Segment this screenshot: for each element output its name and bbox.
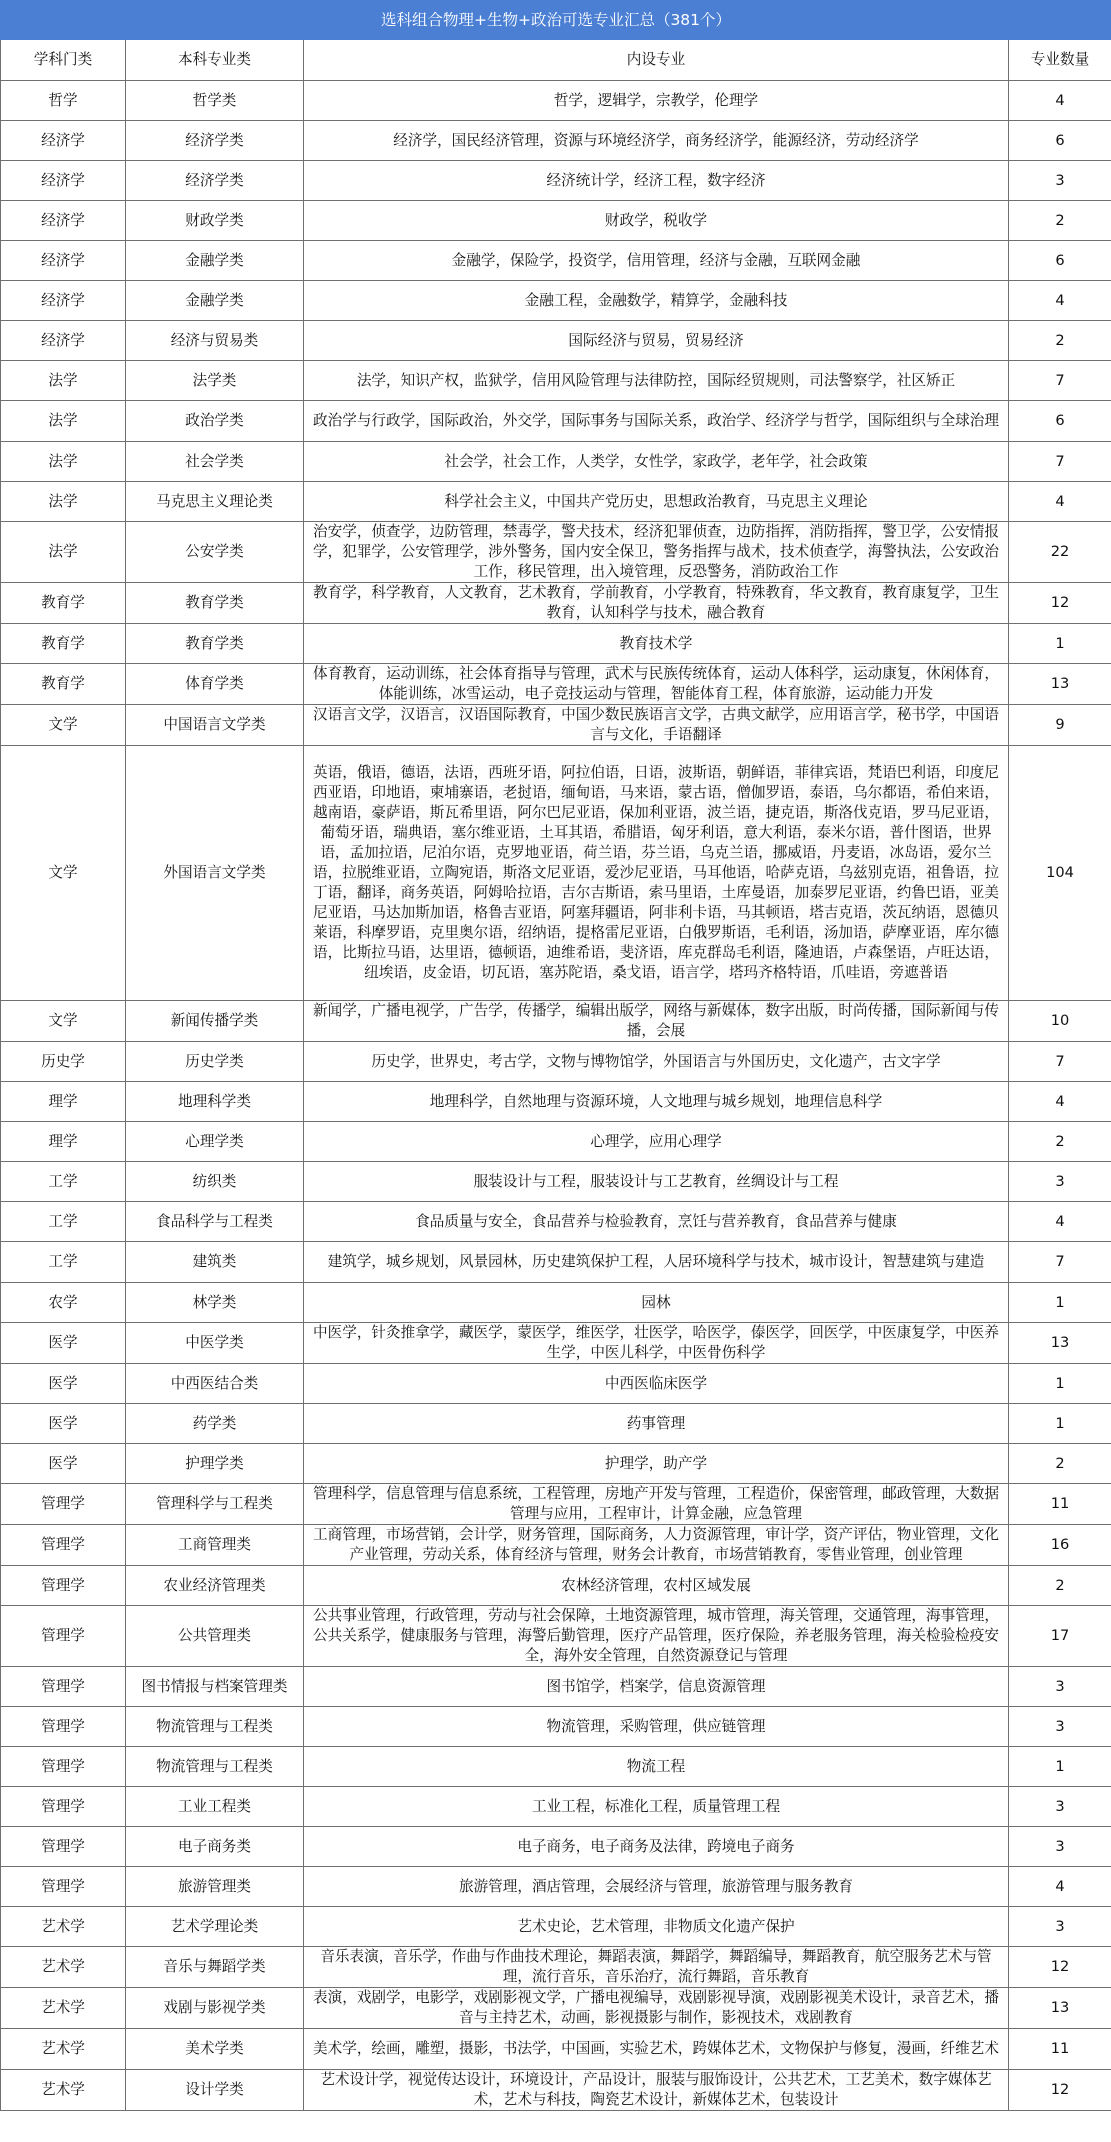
row-majors: 艺术设计学，视觉传达设计，环境设计，产品设计，服装与服饰设计，公共艺术，工艺美术，数字媒体艺术，艺术与科技，陶瓷艺术设计，新媒体艺术，包装设计 (304, 2070, 1009, 2111)
row-category: 法学 (1, 482, 126, 522)
row-count: 1 (1009, 1283, 1111, 1323)
row-class: 经济与贸易类 (126, 321, 304, 361)
table-row (1, 1988, 1111, 2029)
row-category: 经济学 (1, 321, 126, 361)
row-count: 3 (1009, 1707, 1111, 1747)
row-category: 管理学 (1, 1827, 126, 1867)
row-class: 体育学类 (126, 664, 304, 705)
row-majors: 食品质量与安全，食品营养与检验教育，烹饪与营养教育，食品营养与健康 (304, 1202, 1009, 1242)
table-row (1, 664, 1111, 705)
row-class: 工业工程类 (126, 1787, 304, 1827)
row-class: 金融学类 (126, 241, 304, 281)
row-class: 农业经济管理类 (126, 1566, 304, 1606)
row-category: 教育学 (1, 664, 126, 705)
row-count: 11 (1009, 2029, 1111, 2070)
row-category: 文学 (1, 1001, 126, 1042)
row-count: 6 (1009, 401, 1111, 442)
row-class: 图书情报与档案管理类 (126, 1667, 304, 1707)
title-row (1, 1, 1111, 40)
row-count: 13 (1009, 1323, 1111, 1364)
table-row (1, 705, 1111, 746)
row-class: 历史学类 (126, 1042, 304, 1082)
row-majors: 美术学，绘画，雕塑，摄影，书法学，中国画，实验艺术，跨媒体艺术，文物保护与修复，漫画，纤维艺术 (304, 2029, 1009, 2070)
row-class: 地理科学类 (126, 1082, 304, 1122)
row-count: 12 (1009, 583, 1111, 624)
row-class: 林学类 (126, 1283, 304, 1323)
table-row (1, 1082, 1111, 1122)
table-row (1, 81, 1111, 121)
row-category: 管理学 (1, 1747, 126, 1787)
row-category: 管理学 (1, 1667, 126, 1707)
row-class: 公安学类 (126, 522, 304, 583)
table-row (1, 482, 1111, 522)
row-majors: 金融学，保险学，投资学，信用管理，经济与金融，互联网金融 (304, 241, 1009, 281)
row-class: 财政学类 (126, 201, 304, 241)
row-majors: 历史学，世界史，考古学，文物与博物馆学，外国语言与外国历史，文化遗产，古文字学 (304, 1042, 1009, 1082)
row-class: 中医学类 (126, 1323, 304, 1364)
row-count: 4 (1009, 482, 1111, 522)
row-count: 3 (1009, 1667, 1111, 1707)
table-row (1, 121, 1111, 161)
row-majors: 金融工程，金融数学，精算学，金融科技 (304, 281, 1009, 321)
row-count: 2 (1009, 201, 1111, 241)
row-category: 法学 (1, 442, 126, 482)
table-row (1, 201, 1111, 241)
table-row (1, 401, 1111, 442)
row-count: 2 (1009, 1122, 1111, 1162)
row-count: 9 (1009, 705, 1111, 746)
row-count: 104 (1009, 746, 1111, 1001)
row-category: 经济学 (1, 201, 126, 241)
table-row (1, 1323, 1111, 1364)
row-count: 10 (1009, 1001, 1111, 1042)
row-count: 7 (1009, 1042, 1111, 1082)
row-count: 4 (1009, 81, 1111, 121)
row-majors: 教育技术学 (304, 624, 1009, 664)
row-count: 13 (1009, 664, 1111, 705)
row-class: 教育学类 (126, 624, 304, 664)
row-category: 管理学 (1, 1566, 126, 1606)
table-row (1, 1042, 1111, 1082)
row-category: 工学 (1, 1162, 126, 1202)
table-row (1, 1525, 1111, 1566)
row-majors: 护理学，助产学 (304, 1444, 1009, 1484)
row-count: 1 (1009, 624, 1111, 664)
row-count: 3 (1009, 1787, 1111, 1827)
row-majors: 地理科学，自然地理与资源环境，人文地理与城乡规划，地理信息科学 (304, 1082, 1009, 1122)
row-count: 13 (1009, 1988, 1111, 2029)
row-category: 医学 (1, 1364, 126, 1404)
row-majors: 旅游管理，酒店管理，会展经济与管理，旅游管理与服务教育 (304, 1867, 1009, 1907)
row-category: 艺术学 (1, 1988, 126, 2029)
row-count: 3 (1009, 1162, 1111, 1202)
table-row (1, 522, 1111, 583)
row-count: 3 (1009, 161, 1111, 201)
row-majors: 农林经济管理，农村区域发展 (304, 1566, 1009, 1606)
row-majors: 园林 (304, 1283, 1009, 1323)
row-count: 3 (1009, 1827, 1111, 1867)
row-count: 12 (1009, 2070, 1111, 2111)
row-category: 管理学 (1, 1867, 126, 1907)
row-majors: 服装设计与工程，服装设计与工艺教育，丝绸设计与工程 (304, 1162, 1009, 1202)
row-majors: 图书馆学，档案学，信息资源管理 (304, 1667, 1009, 1707)
row-class: 中西医结合类 (126, 1364, 304, 1404)
table-row (1, 1566, 1111, 1606)
row-category: 医学 (1, 1444, 126, 1484)
header-count: 专业数量 (1009, 40, 1111, 81)
table-row (1, 1364, 1111, 1404)
table-row (1, 1202, 1111, 1242)
row-category: 管理学 (1, 1787, 126, 1827)
table-row (1, 1827, 1111, 1867)
row-count: 4 (1009, 1867, 1111, 1907)
row-count: 7 (1009, 442, 1111, 482)
row-category: 艺术学 (1, 1947, 126, 1988)
row-class: 美术学类 (126, 2029, 304, 2070)
table-row (1, 1122, 1111, 1162)
row-count: 2 (1009, 1444, 1111, 1484)
row-majors: 中西医临床医学 (304, 1364, 1009, 1404)
row-class: 工商管理类 (126, 1525, 304, 1566)
row-count: 6 (1009, 121, 1111, 161)
row-majors: 中医学，针灸推拿学，藏医学，蒙医学，维医学，壮医学，哈医学，傣医学，回医学，中医康复学，中医养生学，中医儿科学，中医骨伤科学 (304, 1323, 1009, 1364)
row-category: 经济学 (1, 281, 126, 321)
row-count: 12 (1009, 1947, 1111, 1988)
table-row (1, 1404, 1111, 1444)
row-majors: 艺术史论，艺术管理，非物质文化遗产保护 (304, 1907, 1009, 1947)
row-category: 文学 (1, 705, 126, 746)
row-class: 戏剧与影视学类 (126, 1988, 304, 2029)
row-majors: 经济统计学，经济工程，数字经济 (304, 161, 1009, 201)
row-count: 1 (1009, 1364, 1111, 1404)
row-majors: 体育教育，运动训练，社会体育指导与管理，武术与民族传统体育，运动人体科学，运动康复，休闲体育，体能训练，冰雪运动，电子竞技运动与管理，智能体育工程，体育旅游，运动能力开发 (304, 664, 1009, 705)
row-count: 4 (1009, 1082, 1111, 1122)
table-row (1, 1907, 1111, 1947)
row-majors: 管理科学，信息管理与信息系统，工程管理，房地产开发与管理，工程造价，保密管理，邮政管理，大数据管理与应用，工程审计，计算金融，应急管理 (304, 1484, 1009, 1525)
row-count: 22 (1009, 522, 1111, 583)
row-majors: 公共事业管理，行政管理，劳动与社会保障，土地资源管理，城市管理，海关管理，交通管理，海事管理，公共关系学，健康服务与管理，海警后勤管理，医疗产品管理，医疗保险，养老服务管理，海关检验检疫安全，海外安全管理，自然资源登记与管理 (304, 1606, 1009, 1667)
row-class: 经济学类 (126, 121, 304, 161)
row-majors: 药事管理 (304, 1404, 1009, 1444)
row-category: 教育学 (1, 583, 126, 624)
row-category: 历史学 (1, 1042, 126, 1082)
row-class: 经济学类 (126, 161, 304, 201)
row-majors: 国际经济与贸易，贸易经济 (304, 321, 1009, 361)
row-majors: 法学，知识产权，监狱学，信用风险管理与法律防控，国际经贸规则，司法警察学，社区矫正 (304, 361, 1009, 401)
row-majors: 电子商务，电子商务及法律，跨境电子商务 (304, 1827, 1009, 1867)
row-class: 药学类 (126, 1404, 304, 1444)
table-row (1, 1162, 1111, 1202)
row-class: 物流管理与工程类 (126, 1707, 304, 1747)
row-majors: 社会学，社会工作，人类学，女性学，家政学，老年学，社会政策 (304, 442, 1009, 482)
row-majors: 哲学，逻辑学，宗教学，伦理学 (304, 81, 1009, 121)
row-category: 理学 (1, 1082, 126, 1122)
row-class: 公共管理类 (126, 1606, 304, 1667)
table-row (1, 442, 1111, 482)
row-count: 3 (1009, 1907, 1111, 1947)
row-category: 管理学 (1, 1707, 126, 1747)
row-class: 马克思主义理论类 (126, 482, 304, 522)
row-class: 纺织类 (126, 1162, 304, 1202)
row-category: 理学 (1, 1122, 126, 1162)
row-category: 教育学 (1, 624, 126, 664)
row-category: 管理学 (1, 1606, 126, 1667)
table-row (1, 281, 1111, 321)
table-row (1, 1283, 1111, 1323)
table-row (1, 624, 1111, 664)
row-category: 医学 (1, 1323, 126, 1364)
row-class: 建筑类 (126, 1242, 304, 1283)
row-class: 食品科学与工程类 (126, 1202, 304, 1242)
table-row (1, 1747, 1111, 1787)
table-row (1, 1444, 1111, 1484)
row-category: 工学 (1, 1202, 126, 1242)
row-class: 哲学类 (126, 81, 304, 121)
row-majors: 音乐表演，音乐学，作曲与作曲技术理论，舞蹈表演，舞蹈学，舞蹈编导，舞蹈教育，航空服务艺术与管理，流行音乐，音乐治疗，流行舞蹈，音乐教育 (304, 1947, 1009, 1988)
table-row (1, 1867, 1111, 1907)
table-row (1, 2029, 1111, 2070)
table-row (1, 2070, 1111, 2111)
table-row (1, 1484, 1111, 1525)
table-row (1, 1667, 1111, 1707)
row-count: 11 (1009, 1484, 1111, 1525)
row-class: 艺术学理论类 (126, 1907, 304, 1947)
table-title: 选科组合物理+生物+政治可选专业汇总（381个） (1, 1, 1111, 40)
row-class: 心理学类 (126, 1122, 304, 1162)
row-majors: 经济学，国民经济管理，资源与环境经济学，商务经济学，能源经济，劳动经济学 (304, 121, 1009, 161)
row-count: 7 (1009, 361, 1111, 401)
header-class: 本科专业类 (126, 40, 304, 81)
row-count: 2 (1009, 1566, 1111, 1606)
row-majors: 物流管理，采购管理，供应链管理 (304, 1707, 1009, 1747)
row-class: 电子商务类 (126, 1827, 304, 1867)
row-category: 艺术学 (1, 2070, 126, 2111)
row-majors: 工商管理，市场营销，会计学，财务管理，国际商务，人力资源管理，审计学，资产评估，物业管理，文化产业管理，劳动关系，体育经济与管理，财务会计教育，市场营销教育，零售业管理，创业管理 (304, 1525, 1009, 1566)
row-count: 4 (1009, 281, 1111, 321)
table-row (1, 583, 1111, 624)
row-class: 音乐与舞蹈学类 (126, 1947, 304, 1988)
row-majors: 财政学，税收学 (304, 201, 1009, 241)
row-count: 4 (1009, 1202, 1111, 1242)
row-class: 设计学类 (126, 2070, 304, 2111)
row-category: 经济学 (1, 161, 126, 201)
row-class: 旅游管理类 (126, 1867, 304, 1907)
row-majors: 建筑学，城乡规划，风景园林，历史建筑保护工程，人居环境科学与技术，城市设计，智慧建筑与建造 (304, 1242, 1009, 1283)
row-count: 2 (1009, 321, 1111, 361)
row-class: 中国语言文学类 (126, 705, 304, 746)
row-majors: 工业工程，标准化工程，质量管理工程 (304, 1787, 1009, 1827)
row-category: 艺术学 (1, 1907, 126, 1947)
row-category: 文学 (1, 746, 126, 1001)
row-majors: 心理学，应用心理学 (304, 1122, 1009, 1162)
table-row (1, 1606, 1111, 1667)
row-majors: 物流工程 (304, 1747, 1009, 1787)
header-majors: 内设专业 (304, 40, 1009, 81)
row-category: 农学 (1, 1283, 126, 1323)
row-category: 法学 (1, 522, 126, 583)
row-category: 艺术学 (1, 2029, 126, 2070)
table-row (1, 1947, 1111, 1988)
row-class: 物流管理与工程类 (126, 1747, 304, 1787)
table-row (1, 321, 1111, 361)
row-majors: 表演，戏剧学，电影学，戏剧影视文学，广播电视编导，戏剧影视导演，戏剧影视美术设计，录音艺术，播音与主持艺术，动画，影视摄影与制作，影视技术，戏剧教育 (304, 1988, 1009, 2029)
table-row (1, 1242, 1111, 1283)
row-category: 管理学 (1, 1525, 126, 1566)
table-row (1, 1707, 1111, 1747)
row-category: 法学 (1, 361, 126, 401)
table-row (1, 1787, 1111, 1827)
row-majors: 治安学，侦查学，边防管理，禁毒学，警犬技术，经济犯罪侦查，边防指挥，消防指挥，警卫学，公安情报学，犯罪学，公安管理学，涉外警务，国内安全保卫，警务指挥与战术，技术侦查学，海警执法，公安政治工作，移民管理，出入境管理，反恐警务，消防政治工作 (304, 522, 1009, 583)
row-majors: 新闻学，广播电视学，广告学，传播学，编辑出版学，网络与新媒体，数字出版，时尚传播，国际新闻与传播，会展 (304, 1001, 1009, 1042)
row-class: 教育学类 (126, 583, 304, 624)
row-majors: 政治学与行政学，国际政治，外交学，国际事务与国际关系，政治学、经济学与哲学，国际组织与全球治理 (304, 401, 1009, 442)
row-class: 外国语言文学类 (126, 746, 304, 1001)
header-category: 学科门类 (1, 40, 126, 81)
row-class: 政治学类 (126, 401, 304, 442)
row-category: 工学 (1, 1242, 126, 1283)
table-body (1, 81, 1111, 2111)
row-majors: 科学社会主义，中国共产党历史，思想政治教育，马克思主义理论 (304, 482, 1009, 522)
row-category: 哲学 (1, 81, 126, 121)
row-category: 管理学 (1, 1484, 126, 1525)
table-row (1, 1001, 1111, 1042)
row-count: 7 (1009, 1242, 1111, 1283)
row-category: 经济学 (1, 241, 126, 281)
table-row (1, 361, 1111, 401)
row-majors: 汉语言文学，汉语言，汉语国际教育，中国少数民族语言文学，古典文献学，应用语言学，秘书学，中国语言与文化，手语翻译 (304, 705, 1009, 746)
row-count: 6 (1009, 241, 1111, 281)
row-count: 1 (1009, 1747, 1111, 1787)
table-row (1, 746, 1111, 1001)
row-class: 管理科学与工程类 (126, 1484, 304, 1525)
row-count: 1 (1009, 1404, 1111, 1444)
row-class: 法学类 (126, 361, 304, 401)
row-class: 社会学类 (126, 442, 304, 482)
row-class: 金融学类 (126, 281, 304, 321)
row-count: 16 (1009, 1525, 1111, 1566)
header-row (1, 40, 1111, 81)
row-majors: 教育学，科学教育，人文教育，艺术教育，学前教育，小学教育，特殊教育，华文教育，教育康复学，卫生教育，认知科学与技术，融合教育 (304, 583, 1009, 624)
row-class: 新闻传播学类 (126, 1001, 304, 1042)
row-class: 护理学类 (126, 1444, 304, 1484)
row-category: 法学 (1, 401, 126, 442)
row-count: 17 (1009, 1606, 1111, 1667)
row-category: 医学 (1, 1404, 126, 1444)
row-majors: 英语，俄语，德语，法语，西班牙语，阿拉伯语，日语，波斯语，朝鲜语，菲律宾语，梵语巴利语，印度尼西亚语，印地语，柬埔寨语，老挝语，缅甸语，马来语，蒙古语，僧伽罗语，泰语，乌尔都语，希伯来语，越南语，豪萨语，斯瓦希里语，阿尔巴尼亚语，保加利亚语，波兰语，捷克语，斯洛伐克语，罗马尼亚语，葡萄牙语，瑞典语，塞尔维亚语，土耳其语，希腊语，匈牙利语，意大利语，泰米尔语，普什图语，世界语，孟加拉语，尼泊尔语，克罗地亚语，荷兰语，芬兰语，乌克兰语，挪威语，丹麦语，冰岛语，爱尔兰语，拉脱维亚语，立陶宛语，斯洛文尼亚语，爱沙尼亚语，马耳他语，哈萨克语，乌兹别克语，祖鲁语，拉丁语，翻译，商务英语，阿姆哈拉语，吉尔吉斯语，索马里语，土库曼语，加泰罗尼亚语，约鲁巴语，亚美尼亚语，马达加斯加语，格鲁吉亚语，阿塞拜疆语，阿非利卡语，马其顿语，塔吉克语，茨瓦纳语，恩德贝莱语，科摩罗语，克里奥尔语，绍纳语，提格雷尼亚语，白俄罗斯语，毛利语，汤加语，萨摩亚语，库尔德语，比斯拉马语，达里语，德顿语，迪维希语，斐济语，库克群岛毛利语，隆迪语，卢森堡语，卢旺达语，纽埃语，皮金语，切瓦语，塞苏陀语，桑戈语，语言学，塔玛齐格特语，爪哇语，旁遮普语 (304, 746, 1009, 1001)
table-row (1, 241, 1111, 281)
row-category: 经济学 (1, 121, 126, 161)
table-row (1, 161, 1111, 201)
